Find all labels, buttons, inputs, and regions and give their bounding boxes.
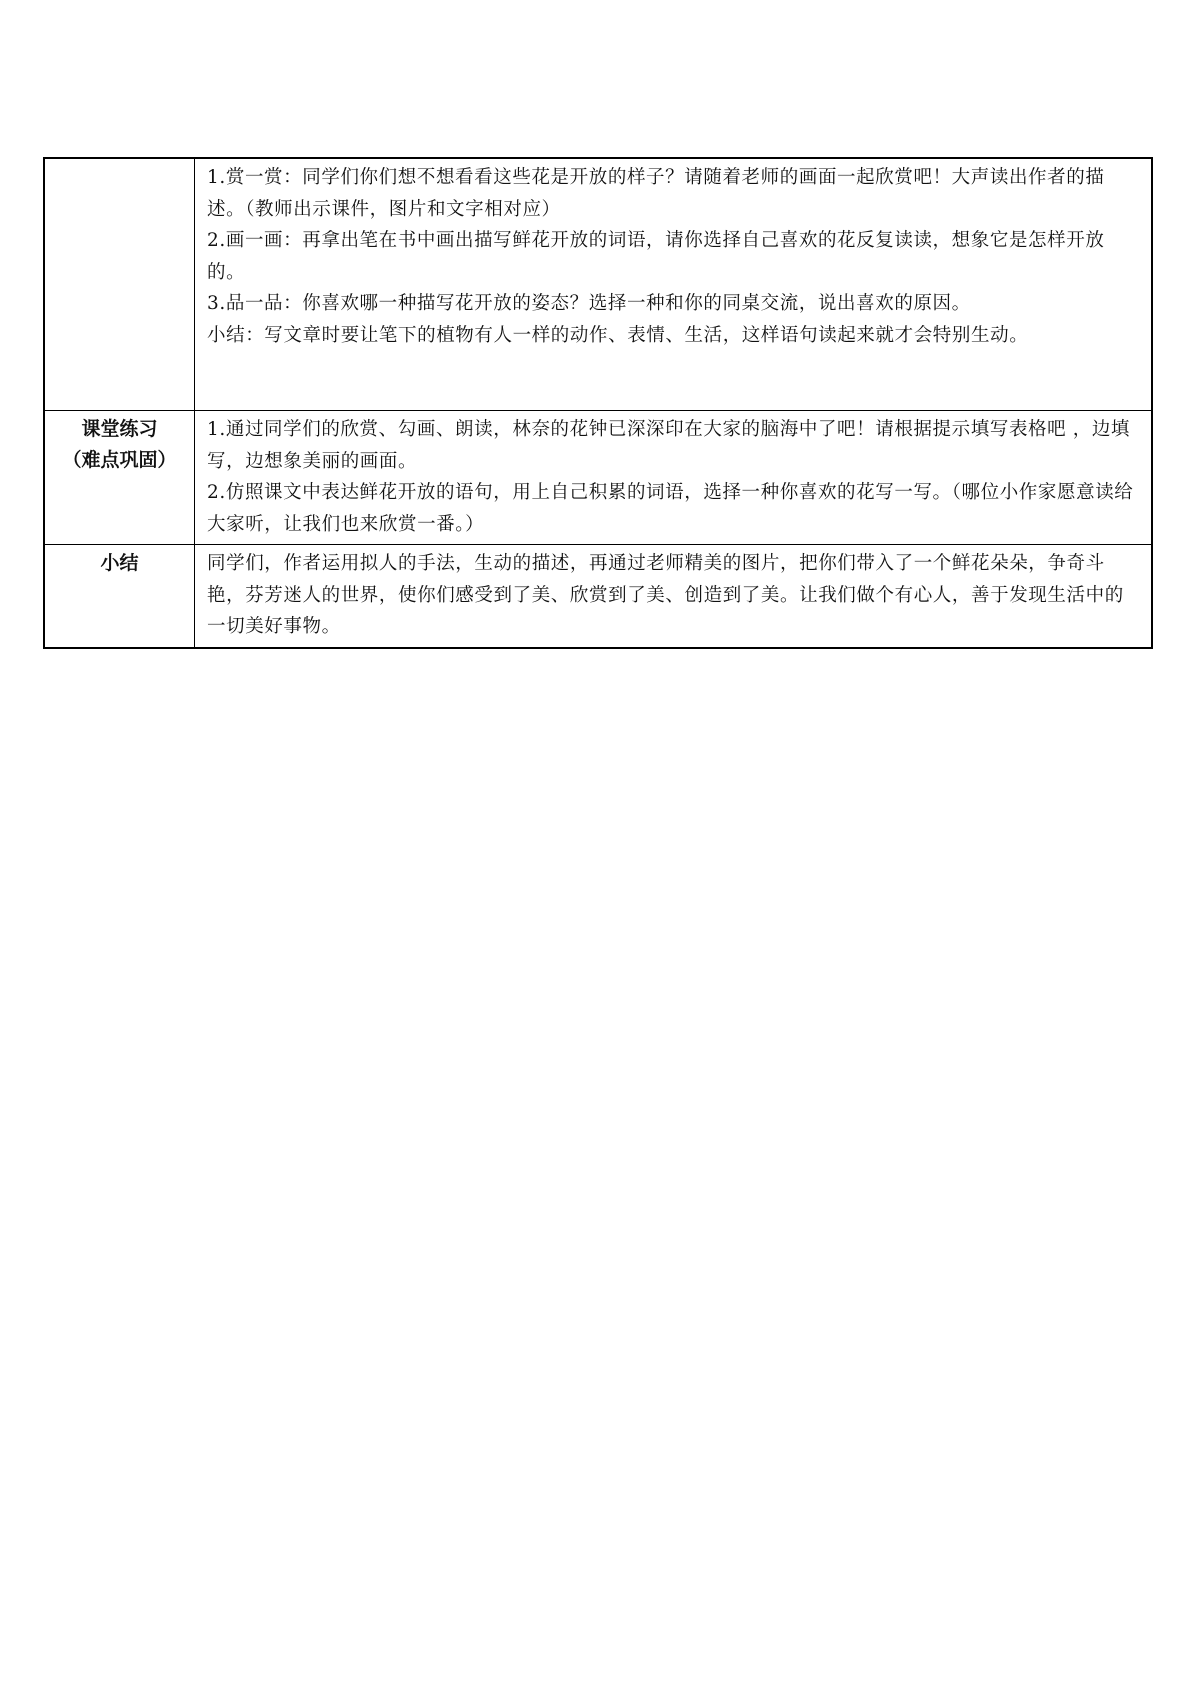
row-label-cell [44,158,195,411]
row-content-cell [195,545,1153,648]
paragraph-draw: 2.画一画：再拿出笔在书中画出描写鲜花开放的词语，请你选择自己喜欢的花反复读读，想象它是怎样开放的。 [207,230,1105,283]
paragraph-appreciate: 1.赏一赏：同学们你们想不想看看这些花是开放的样子？请随着老师的画面一起欣赏吧！大声读出作者的描述。（教师出示课件，图片和文字相对应） [207,167,1105,220]
row-content-cell [195,411,1153,545]
lesson-plan-table [43,157,1153,649]
paragraph-savor: 3.品一品：你喜欢哪一种描写花开放的姿态？选择一种和你的同桌交流，说出喜欢的原因。 [207,293,971,314]
paragraph-practice-1: 1.通过同学们的欣赏、勾画、朗读，林奈的花钟已深深印在大家的脑海中了吧！请根据提示填写表格吧 ，边填写，边想象美丽的画面。 [207,419,1131,472]
table-row-classroom-practice [44,411,1152,545]
table-row-conclusion [44,545,1152,648]
row-label-line2: （难点巩固） [62,449,177,471]
paragraph-summary: 小结：写文章时要让笔下的植物有人一样的动作、表情、生活，这样语句读起来就才会特别生动。 [207,324,1029,346]
paragraph-conclusion: 同学们，作者运用拟人的手法，生动的描述，再通过老师精美的图片，把你们带入了一个鲜花朵朵，争奇斗艳，芬芳迷人的世界，使你们感受到了美、欣赏到了美、创造到了美。让我们做个有心人，善于发现生活中的一切美好事物。 [207,553,1124,637]
row-label-cell [44,545,195,648]
row-label-line1: 小结 [100,552,139,574]
table-row-activities [44,158,1152,411]
row-label-line1: 课堂练习 [81,418,158,440]
row-content-cell [195,158,1153,411]
row-label-cell [44,411,195,545]
paragraph-practice-2: 2.仿照课文中表达鲜花开放的语句，用上自己积累的词语，选择一种你喜欢的花写一写。（哪位小作家愿意读给大家听，让我们也来欣赏一番。） [207,482,1134,535]
